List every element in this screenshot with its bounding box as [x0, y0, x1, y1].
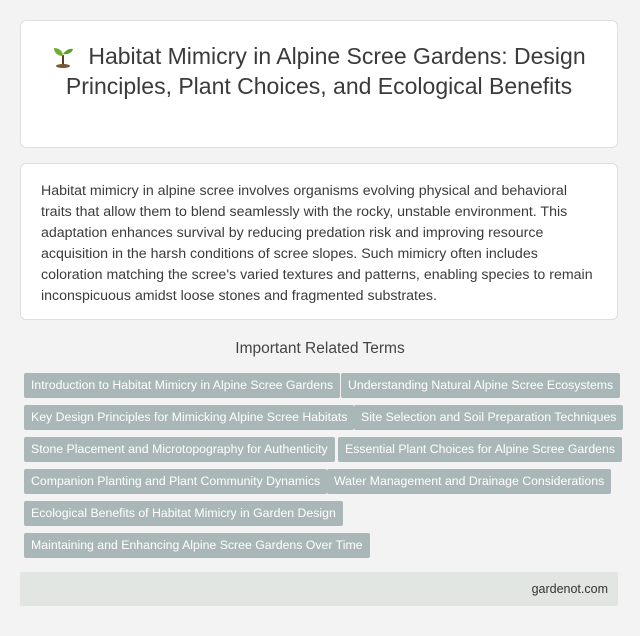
footer-site-link[interactable]: gardenot.com — [531, 582, 608, 596]
title-card — [20, 20, 618, 148]
related-term-tag[interactable]: Water Management and Drainage Considerations — [327, 469, 611, 494]
related-term-tag[interactable]: Ecological Benefits of Habitat Mimicry in Garden Design — [24, 501, 343, 526]
related-term-tag[interactable]: Stone Placement and Microtopography for Authenticity — [24, 437, 335, 462]
description-card — [20, 163, 618, 320]
related-term-tag[interactable]: Essential Plant Choices for Alpine Scree Gardens — [338, 437, 622, 462]
related-term-tag[interactable]: Site Selection and Soil Preparation Techniques — [354, 405, 623, 430]
sprout-icon — [52, 44, 74, 68]
related-term-tag[interactable]: Understanding Natural Alpine Scree Ecosystems — [341, 373, 620, 398]
description-text: Habitat mimicry in alpine scree involves organisms evolving physical and behavioral traits that allow them to blend seamlessly with the rocky, unstable environment. This adaptation enhances survival by reducing predation risk and improving resource acquisition in the harsh conditions of scree slopes. Such mimicry often includes coloration matching the scree's varied textures and patterns, enabling species to remain inconspicuous amidst loose stones and fragmented substrates. — [41, 183, 593, 304]
page-title — [21, 21, 617, 101]
related-term-tag[interactable]: Key Design Principles for Mimicking Alpine Scree Habitats — [24, 405, 354, 430]
related-term-tag[interactable]: Companion Planting and Plant Community Dynamics — [24, 469, 327, 494]
page-title-text: Habitat Mimicry in Alpine Scree Gardens: Design Principles, Plant Choices, and Ecological Benefits — [65, 43, 586, 99]
related-term-tag[interactable]: Introduction to Habitat Mimicry in Alpine Scree Gardens — [24, 373, 340, 398]
related-terms-heading: Important Related Terms — [235, 340, 405, 357]
related-term-tag[interactable]: Maintaining and Enhancing Alpine Scree Gardens Over Time — [24, 533, 370, 558]
footer — [20, 572, 618, 606]
